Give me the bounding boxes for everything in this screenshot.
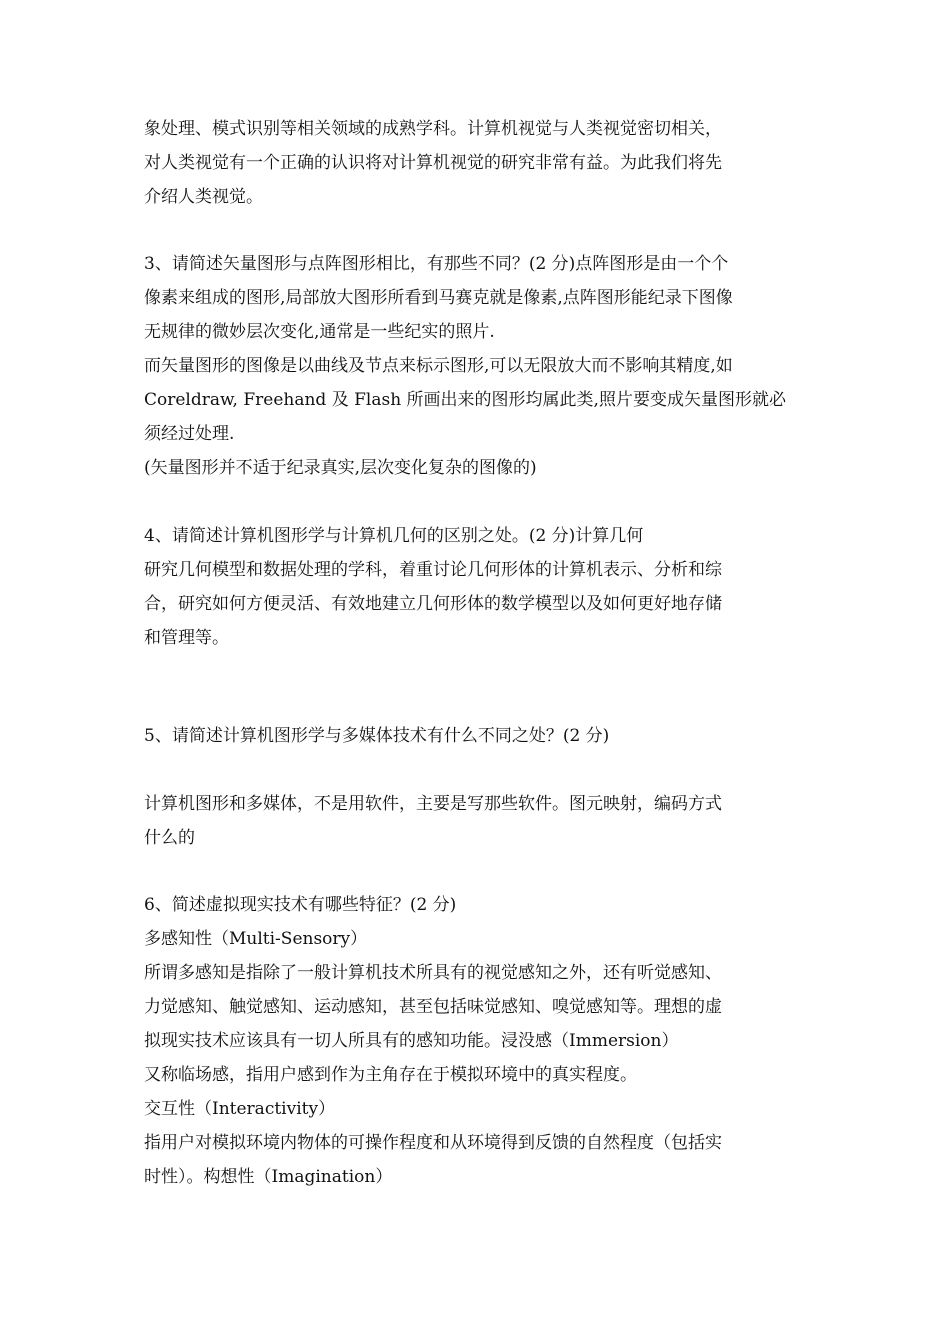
q3-line-2: 像素来组成的图形,局部放大图形所看到马赛克就是像素,点阵图形能纪录下图像 [144,288,733,308]
q6-line-2: 多感知性（Multi-Sensory） [144,929,368,949]
q6-line-6: 又称临场感，指用户感到作为主角存在于模拟环境中的真实程度。 [144,1065,637,1085]
q3-question: 3、请简述矢量图形与点阵图形相比，有那些不同？(2 分)点阵图形是由一个个 [144,254,729,274]
q5-question: 5、请简述计算机图形学与多媒体技术有什么不同之处？(2 分) [144,726,610,746]
q6-line-9: 时性）。构想性（Imagination） [144,1167,393,1187]
q6-line-7: 交互性（Interactivity） [144,1099,336,1119]
q4-question: 4、请简述计算机图形学与计算机几何的区别之处。(2 分)计算几何 [144,526,644,546]
q3-line-3: 无规律的微妙层次变化,通常是一些纪实的照片. [144,322,495,342]
q5-answer-line-2: 什么的 [144,828,195,848]
q4-line-4: 和管理等。 [144,628,229,648]
q6-line-5: 拟现实技术应该具有一切人所具有的感知功能。浸没感（Immersion） [144,1031,679,1051]
q4-line-3: 合，研究如何方便灵活、有效地建立几何形体的数学模型以及如何更好地存储 [144,594,722,614]
q3-line-4: 而矢量图形的图像是以曲线及节点来标示图形,可以无限放大而不影响其精度,如 [144,356,733,376]
intro-line-3: 介绍人类视觉。 [144,187,263,207]
intro-line-2: 对人类视觉有一个正确的认识将对计算机视觉的研究非常有益。为此我们将先 [144,153,722,173]
q3-line-7: (矢量图形并不适于纪录真实,层次变化复杂的图像的) [144,458,537,478]
q6-line-3: 所谓多感知是指除了一般计算机技术所具有的视觉感知之外，还有听觉感知、 [144,963,722,983]
q5-answer-line-1: 计算机图形和多媒体，不是用软件，主要是写那些软件。图元映射，编码方式 [144,794,722,814]
q3-line-6: 须经过处理. [144,424,235,444]
q6-question: 6、简述虚拟现实技术有哪些特征？(2 分) [144,895,457,915]
q6-line-4: 力觉感知、触觉感知、运动感知，甚至包括味觉感知、嗅觉感知等。理想的虚 [144,997,722,1017]
q4-line-2: 研究几何模型和数据处理的学科，着重讨论几何形体的计算机表示、分析和综 [144,560,722,580]
q3-line-5: Coreldraw, Freehand 及 Flash 所画出来的图形均属此类,照片要变成矢量图形就必 [144,390,786,410]
q6-line-8: 指用户对模拟环境内物体的可操作程度和从环境得到反馈的自然程度（包括实 [144,1133,722,1153]
intro-line-1: 象处理、模式识别等相关领域的成熟学科。计算机视觉与人类视觉密切相关， [144,119,722,139]
